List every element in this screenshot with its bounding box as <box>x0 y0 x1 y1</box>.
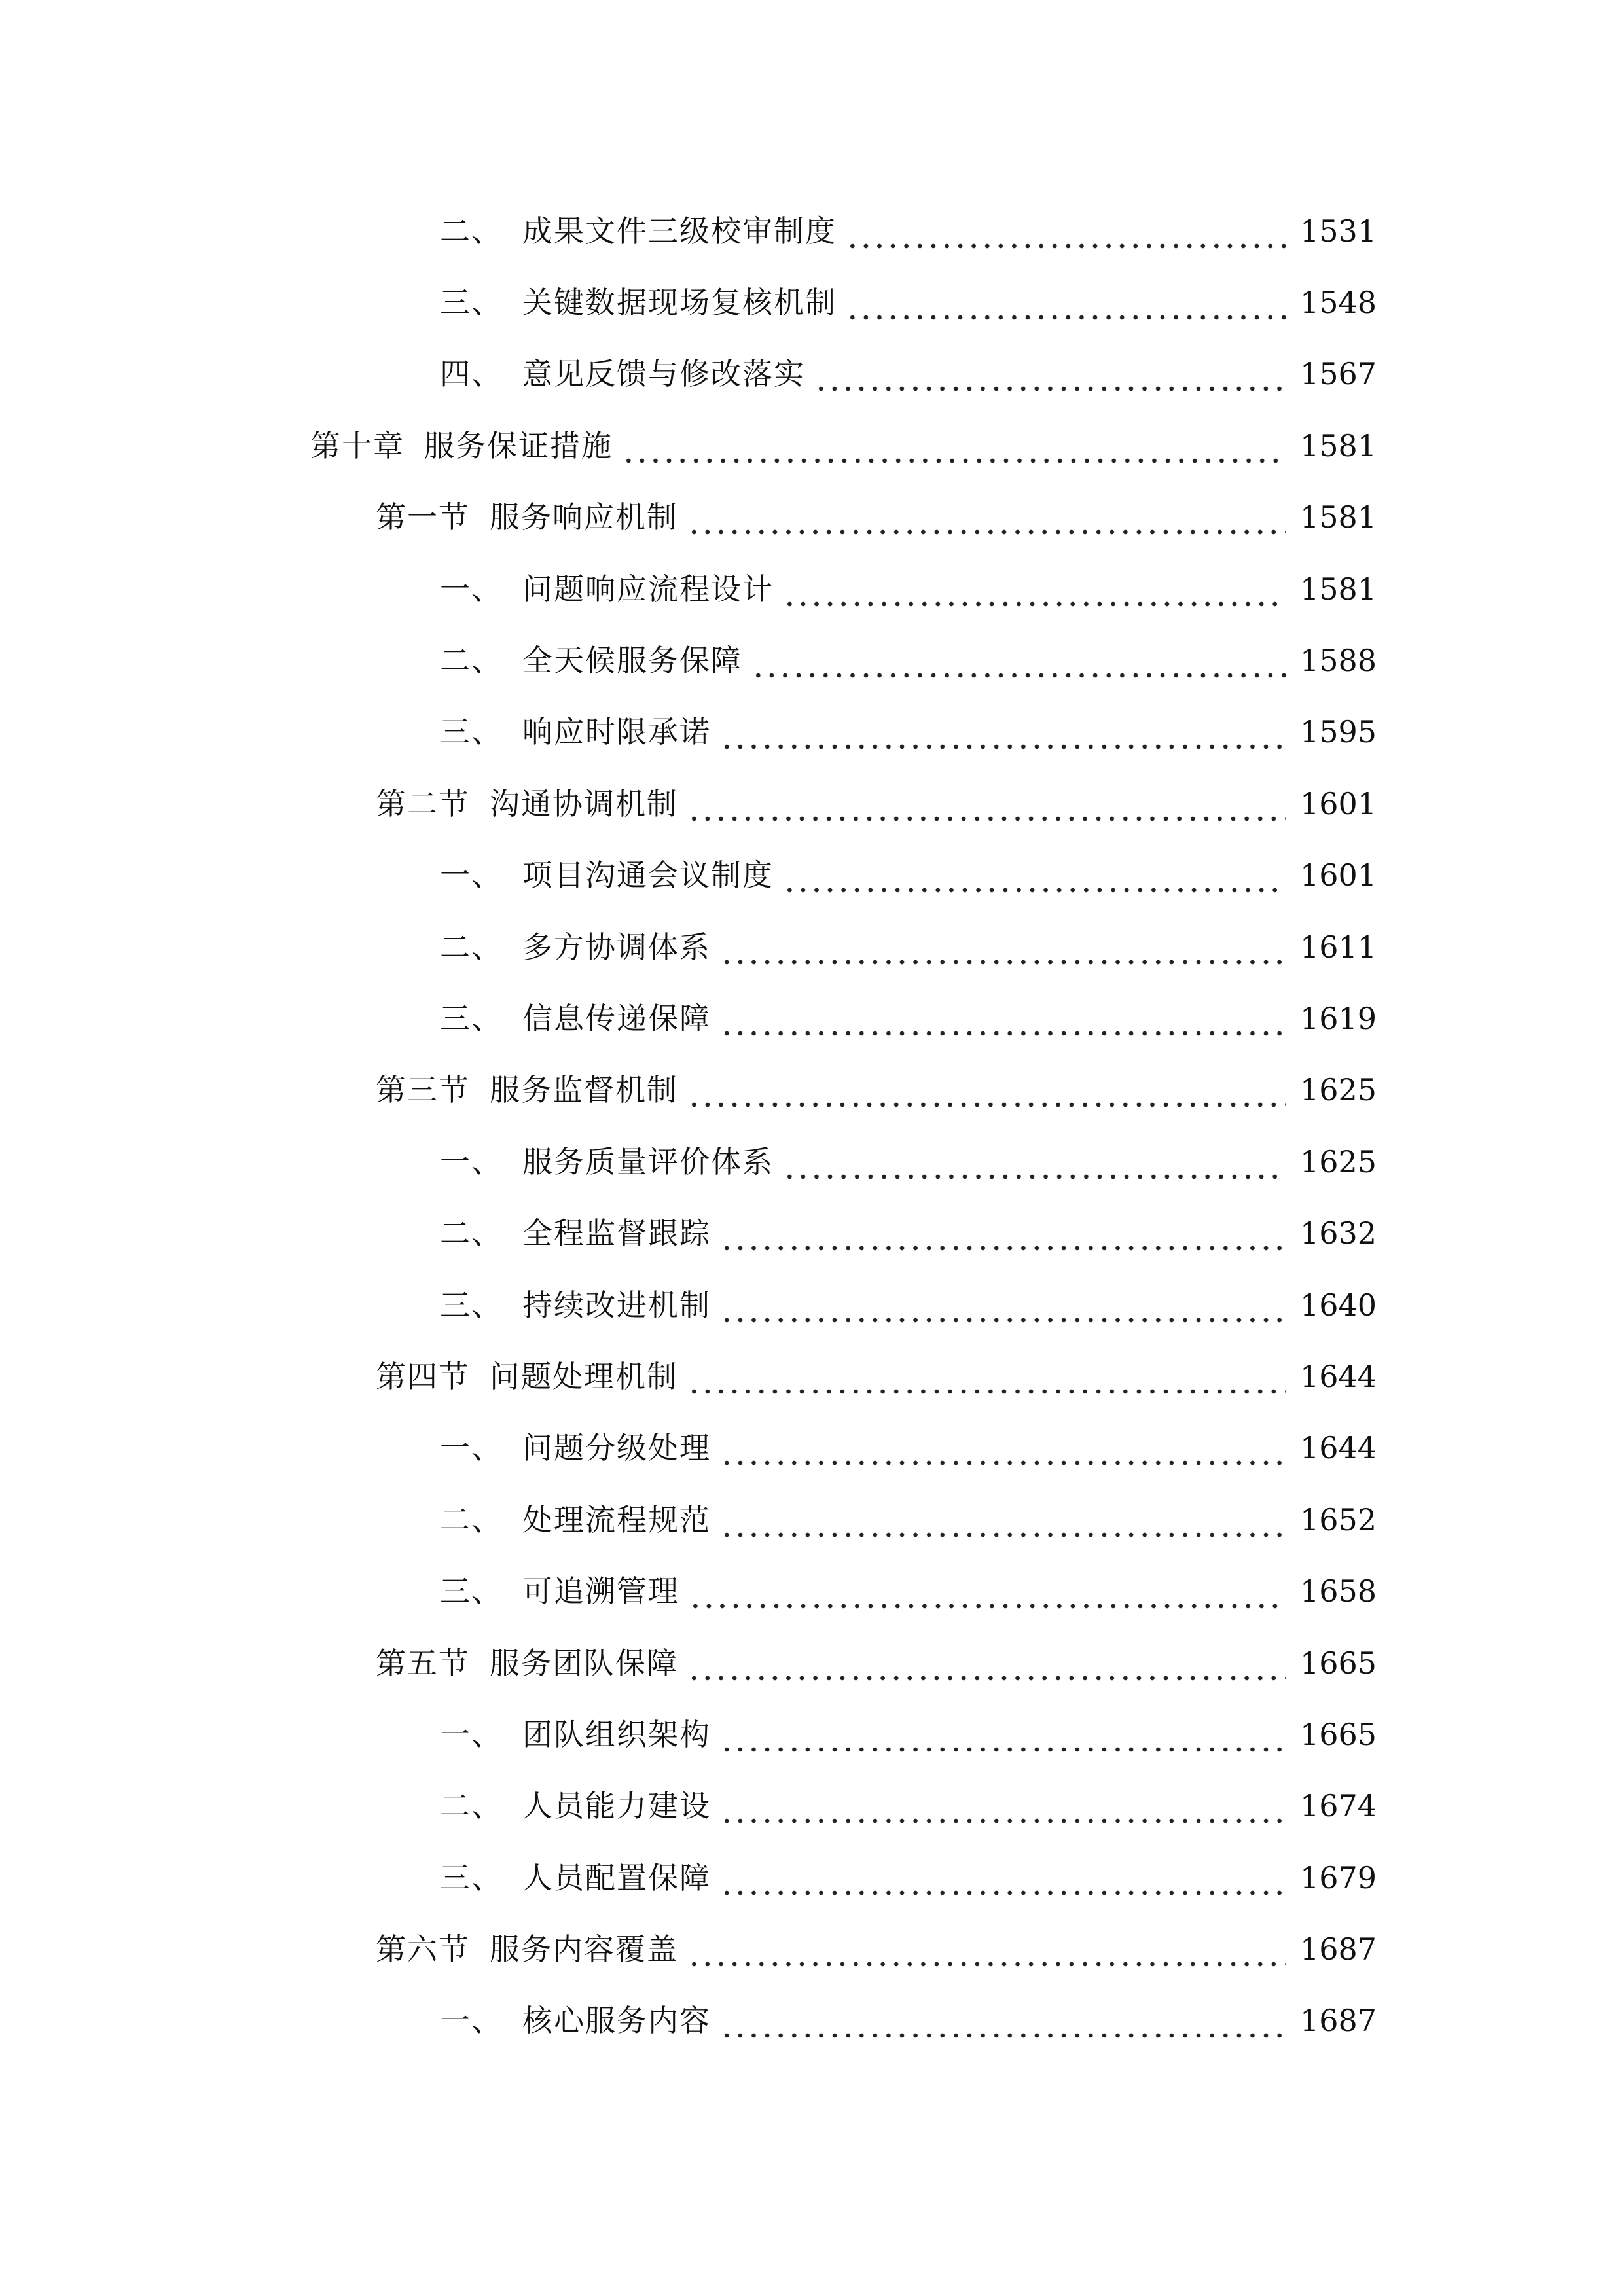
toc-entry-page-number: 1548 <box>1300 285 1377 321</box>
toc-entry-number: 一、 <box>440 857 503 893</box>
toc-entry-title: 意见反馈与修改落实 <box>522 356 805 392</box>
toc-entry-title: 问题处理机制 <box>490 1358 678 1394</box>
toc-entry-page-number: 1632 <box>1300 1215 1377 1251</box>
toc-entry-number: 第四节 <box>376 1358 470 1394</box>
toc-entry[interactable] <box>0 1340 1624 1412</box>
dot-leader <box>846 220 1286 250</box>
toc-entry-page-number: 1611 <box>1300 929 1377 965</box>
toc-entry-page-number: 1588 <box>1300 643 1377 679</box>
dot-leader <box>720 1795 1286 1825</box>
toc-entry[interactable] <box>0 768 1624 839</box>
toc-entry-title: 核心服务内容 <box>522 2003 711 2039</box>
toc-entry[interactable] <box>0 482 1624 553</box>
toc-entry[interactable] <box>0 1054 1624 1126</box>
toc-entry-title: 人员配置保障 <box>522 1859 711 1895</box>
toc-entry-title: 多方协调体系 <box>522 929 711 965</box>
toc-entry[interactable] <box>0 338 1624 410</box>
toc-entry-title: 问题分级处理 <box>522 1430 711 1466</box>
dot-leader <box>622 435 1286 465</box>
dot-leader <box>689 1580 1286 1610</box>
dot-leader <box>814 363 1286 393</box>
toc-entry[interactable] <box>0 1269 1624 1340</box>
toc-entry-title: 沟通协调机制 <box>490 785 678 821</box>
toc-entry-title: 服务内容覆盖 <box>490 1931 678 1967</box>
toc-entry-number: 第十章 <box>310 427 405 463</box>
toc-entry-title: 处理流程规范 <box>522 1501 711 1537</box>
toc-entry-number: 第一节 <box>376 499 470 535</box>
toc-entry-number: 一、 <box>440 571 503 607</box>
toc-entry[interactable] <box>0 1627 1624 1698</box>
toc-entry[interactable] <box>0 266 1624 338</box>
dot-leader <box>783 864 1286 894</box>
toc-entry-page-number: 1581 <box>1300 427 1377 463</box>
dot-leader <box>720 1437 1286 1467</box>
toc-entry[interactable] <box>0 1197 1624 1268</box>
toc-entry-number: 三、 <box>440 1573 503 1609</box>
toc-entry-number: 四、 <box>440 356 503 392</box>
toc-entry[interactable] <box>0 982 1624 1054</box>
toc-entry-title: 关键数据现场复核机制 <box>522 285 837 321</box>
toc-entry[interactable] <box>0 1555 1624 1626</box>
toc-entry-number: 三、 <box>440 285 503 321</box>
table-of-contents <box>0 195 1624 2056</box>
toc-entry-number: 三、 <box>440 1859 503 1895</box>
toc-entry[interactable] <box>0 1412 1624 1484</box>
toc-entry-page-number: 1567 <box>1300 356 1377 392</box>
toc-entry-number: 一、 <box>440 1143 503 1179</box>
toc-entry-page-number: 1679 <box>1300 1859 1377 1895</box>
toc-entry-number: 二、 <box>440 213 503 249</box>
toc-entry-title: 全天候服务保障 <box>522 643 742 679</box>
toc-entry-number: 二、 <box>440 929 503 965</box>
toc-entry-title: 服务监督机制 <box>490 1072 678 1108</box>
dot-leader <box>687 793 1286 823</box>
toc-entry[interactable] <box>0 1985 1624 2056</box>
toc-entry[interactable] <box>0 840 1624 911</box>
toc-entry-title: 服务团队保障 <box>490 1645 678 1681</box>
toc-entry-title: 全程监督跟踪 <box>522 1215 711 1251</box>
toc-entry-page-number: 1665 <box>1300 1645 1377 1681</box>
dot-leader <box>751 649 1286 679</box>
toc-entry-page-number: 1687 <box>1300 1931 1377 1967</box>
toc-entry[interactable] <box>0 1484 1624 1555</box>
toc-entry-number: 二、 <box>440 1501 503 1537</box>
dot-leader <box>687 1938 1286 1968</box>
toc-entry-number: 第五节 <box>376 1645 470 1681</box>
toc-entry-title: 项目沟通会议制度 <box>522 857 774 893</box>
toc-entry-number: 二、 <box>440 1215 503 1251</box>
toc-entry-page-number: 1601 <box>1300 857 1377 893</box>
dot-leader <box>720 1007 1286 1037</box>
toc-entry-number: 第二节 <box>376 785 470 821</box>
toc-entry-number: 三、 <box>440 714 503 750</box>
toc-entry-page-number: 1687 <box>1300 2003 1377 2039</box>
toc-entry[interactable] <box>0 1913 1624 1984</box>
toc-entry-page-number: 1601 <box>1300 785 1377 821</box>
dot-leader <box>783 578 1286 608</box>
dot-leader <box>720 1222 1286 1252</box>
toc-entry-title: 团队组织架构 <box>522 1716 711 1752</box>
toc-entry-number: 一、 <box>440 2003 503 2039</box>
toc-entry-title: 问题响应流程设计 <box>522 571 774 607</box>
toc-entry[interactable] <box>0 624 1624 696</box>
toc-entry[interactable] <box>0 410 1624 481</box>
toc-entry-page-number: 1581 <box>1300 499 1377 535</box>
toc-entry-number: 二、 <box>440 1788 503 1824</box>
toc-entry-number: 二、 <box>440 643 503 679</box>
toc-entry-page-number: 1625 <box>1300 1143 1377 1179</box>
toc-entry[interactable] <box>0 696 1624 768</box>
toc-entry-number: 一、 <box>440 1716 503 1752</box>
toc-entry-page-number: 1674 <box>1300 1788 1377 1824</box>
toc-entry-number: 第三节 <box>376 1072 470 1108</box>
toc-entry-page-number: 1581 <box>1300 571 1377 607</box>
toc-entry-number: 三、 <box>440 1287 503 1323</box>
toc-entry-page-number: 1595 <box>1300 714 1377 750</box>
toc-entry-title: 人员能力建设 <box>522 1788 711 1824</box>
toc-entry-page-number: 1625 <box>1300 1072 1377 1108</box>
toc-entry-page-number: 1619 <box>1300 1000 1377 1036</box>
toc-entry[interactable] <box>0 1842 1624 1913</box>
toc-entry-page-number: 1658 <box>1300 1573 1377 1609</box>
toc-entry-title: 成果文件三级校审制度 <box>522 213 837 249</box>
dot-leader <box>846 291 1286 321</box>
dot-leader <box>783 1151 1286 1181</box>
toc-entry-title: 信息传递保障 <box>522 1000 711 1036</box>
toc-entry-page-number: 1531 <box>1300 213 1377 249</box>
toc-entry-number: 三、 <box>440 1000 503 1036</box>
toc-entry-number: 第六节 <box>376 1931 470 1967</box>
toc-entry-number: 一、 <box>440 1430 503 1466</box>
dot-leader <box>720 2009 1286 2039</box>
dot-leader <box>687 1079 1286 1109</box>
dot-leader <box>687 506 1286 536</box>
toc-entry[interactable] <box>0 553 1624 624</box>
toc-entry-title: 服务保证措施 <box>424 427 613 463</box>
dot-leader <box>720 1509 1286 1539</box>
toc-entry-title: 响应时限承诺 <box>522 714 711 750</box>
dot-leader <box>720 936 1286 966</box>
toc-entry-page-number: 1644 <box>1300 1358 1377 1394</box>
toc-entry-title: 持续改进机制 <box>522 1287 711 1323</box>
dot-leader <box>687 1652 1286 1682</box>
toc-entry-page-number: 1665 <box>1300 1716 1377 1752</box>
dot-leader <box>720 1294 1286 1324</box>
toc-entry[interactable] <box>0 1126 1624 1197</box>
toc-entry-title: 服务响应机制 <box>490 499 678 535</box>
toc-entry-page-number: 1640 <box>1300 1287 1377 1323</box>
toc-entry-title: 服务质量评价体系 <box>522 1143 774 1179</box>
dot-leader <box>720 1867 1286 1897</box>
toc-entry[interactable] <box>0 911 1624 982</box>
toc-entry[interactable] <box>0 195 1624 266</box>
toc-entry[interactable] <box>0 1698 1624 1770</box>
dot-leader <box>720 721 1286 751</box>
toc-entry-page-number: 1644 <box>1300 1430 1377 1466</box>
toc-entry-page-number: 1652 <box>1300 1501 1377 1537</box>
toc-entry-title: 可追溯管理 <box>522 1573 679 1609</box>
toc-entry[interactable] <box>0 1770 1624 1842</box>
dot-leader <box>720 1723 1286 1753</box>
dot-leader <box>687 1365 1286 1395</box>
